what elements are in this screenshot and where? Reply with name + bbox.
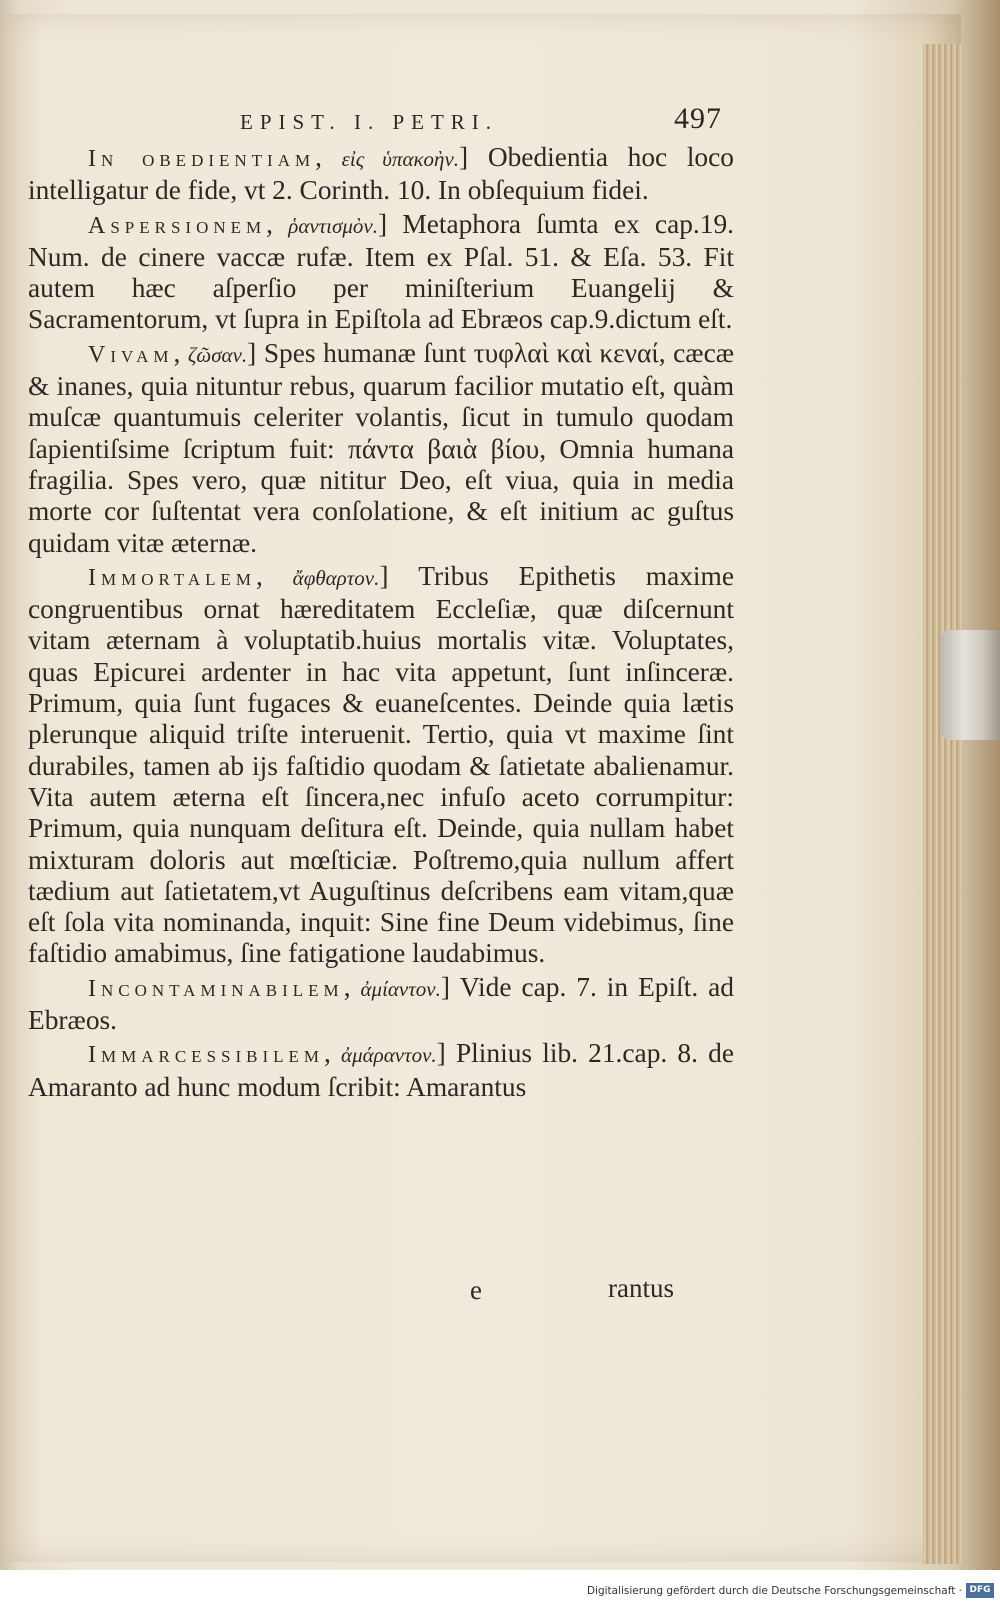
footer-bar (0, 1570, 1000, 1606)
lemma: Immortalem (88, 564, 257, 591)
page-edges (923, 44, 961, 1564)
lemma: In obedientiam (88, 146, 316, 172)
paragraph-text: ] Metaphora ſumta ex cap.19. Num. de cinere vaccæ rufæ. Item ex Pſal. 51. & Eſa. 53. Fit autem hæc aſperſio per miniſterium Euangelij & Sacramentorum, vt ſupra in Epiſtola ad Ebræos cap.9.dictum eſt. (28, 208, 735, 335)
greek-term: ἀμάραντον. (341, 1043, 437, 1068)
paragraph-text: ] Vide cap. 7. in Epiſt. ad Ebræos. (28, 971, 734, 1036)
running-title: EPIST. I. PETRI. (240, 110, 499, 134)
signature-mark: e (470, 1275, 482, 1305)
paragraph-text: ] Plinius lib. 21.cap. 8. de Amaranto ad hunc modum ſcribit: Amarantus (28, 1038, 734, 1102)
funding-credit: Digitalisierung gefördert durch die Deutsche Forschungsgemeinschaft · (586, 1585, 962, 1597)
dfg-logo: DFG (966, 1583, 994, 1598)
lemma: Immarcessibilem (88, 1042, 325, 1069)
lemma: Incontaminabilem (88, 975, 344, 1002)
paragraph-text: ] Tribus Epithetis maxime congruentibus ornat hæreditatem Eccleſiæ, quæ diſcernunt vitam æternam à voluptatib.huius mortalis vitæ. Voluptates, quas Epicurei ardenter in hac vita appetunt, ſunt inſinceræ. Primum, quia ſunt fugaces & euaneſcentes. Deinde quia lætis plerunque aliquid triſte interuenit. Tertio, quia vt maxime ſint durabiles, tamen ab ijs faſtidio quodam & ſatietate abalienamur. Vita autem æterna eſt ſincera,nec infuſo aceto corrumpitur: Primum, quia nunquam deſitura eſt. Deinde, quia nullam habet mixturam doloris aut mœſticiæ. Poſtremo,quia nullum affert tædium aut ſatietatem,vt Auguſtinus deſcribens eam vitam,quæ eſt ſola vita nominanda, inquit: Sine fine Deum videbimus, ſine faſtidio amabimus, ſine fatigatione laudabimus. (28, 560, 734, 969)
page-number: 497 (674, 102, 722, 135)
bookmark-tab (940, 630, 1000, 740)
paragraph-obedientiam: In obedientiam, εἰς ὑπακοὴν.] Obedientia hoc loco intelligatur de fide, vt 2. Corinth. 10. In obſequium fidei. (28, 142, 734, 206)
paragraph-text: ] Obedientia hoc loco intelligatur de fide, vt 2. Corinth. 10. In obſequium fidei. (28, 142, 734, 206)
paragraph-immortalem: Immortalem, ἄφθαρτον.] Tribus Epithetis maxime congruentibus ornat hæreditatem Eccleſiæ, quæ diſcernunt vitam æternam à voluptatib.huius mortalis vitæ. Voluptates, quas Epicurei ardenter in hac vita appetunt, ſunt inſinceræ. Primum, quia ſunt fugaces & euaneſcentes. Deinde quia lætis plerunque aliquid triſte interuenit. Tertio, quia vt maxime ſint durabiles, tamen ab ijs faſtidio quodam & ſatietate abalienamur. Vita autem æterna eſt ſincera,nec infuſo aceto corrumpitur: Primum, quia nunquam deſitura eſt. Deinde, quia nullam habet mixturam doloris aut mœſticiæ. Poſtremo,quia nullum affert tædium aut ſatietatem,vt Auguſtinus deſcribens eam vitam,quæ eſt ſola vita nominanda, inquit: Sine fine Deum videbimus, ſine faſtidio amabimus, ſine fatigatione laudabimus. (28, 560, 734, 969)
lemma: Vivam (88, 341, 174, 368)
paragraph-immarcessibilem: Immarcessibilem, ἀμάραντον.] Plinius lib. 21.cap. 8. de Amaranto ad hunc modum ſcribit: Amarantus (28, 1038, 734, 1102)
paragraph-vivam: Vivam, ζῶσαν.] Spes humanæ ſunt τυφλαὶ καὶ κεναί, cæcæ & inanes, quia nituntur rebus, quarum facilior mutatio eſt, quàm muſcæ quantumuis celeriter volantis, ſicut in tumulo quodam ſapientiſsime ſcriptum fuit: πάντα βαιὰ βίου, Omnia humana fragilia. Spes vero, quæ nititur Deo, eſt viua, quia in media morte cor ſuſtentat vera conſolatione, & eſt initium ac guſtus quidam vitæ æternæ. (28, 337, 734, 558)
greek-term: ζῶσαν. (187, 342, 248, 367)
greek-term: ἄφθαρτον. (292, 565, 380, 590)
greek-term: εἰς ὑπακοὴν. (341, 147, 460, 171)
body-text (28, 142, 734, 1105)
lemma: Aspersionem (88, 212, 267, 239)
greek-term: ῥαντισμὸν. (288, 213, 378, 238)
paragraph-aspersionem: Aspersionem, ῥαντισμὸν.] Metaphora ſumta ex cap.19. Num. de cinere vaccæ rufæ. Item ex Pſal. 51. & Eſa. 53. Fit autem hæc aſperſio per miniſterium Euangelij & Sacramentorum, vt ſupra in Epiſtola ad Ebræos cap.9.dictum eſt. (28, 208, 735, 335)
paragraph-incontaminabilem: Incontaminabilem, ἀμίαντον.] Vide cap. 7. in Epiſt. ad Ebræos. (28, 971, 734, 1036)
catchword: rantus (608, 1273, 674, 1303)
paragraph-text: ] Spes humanæ ſunt τυφλαὶ καὶ κεναί, cæcæ & inanes, quia nituntur rebus, quarum facilior mutatio eſt, quàm muſcæ quantumuis celeriter volantis, ſicut in tumulo quodam ſapientiſsime ſcriptum fuit: πάντα βαιὰ βίου, Omnia humana fragilia. Spes vero, quæ nititur Deo, eſt viua, quia in media morte cor ſuſtentat vera conſolatione, & eſt initium ac guſtus quidam vitæ æternæ. (28, 337, 734, 558)
greek-term: ἀμίαντον. (360, 976, 441, 1001)
